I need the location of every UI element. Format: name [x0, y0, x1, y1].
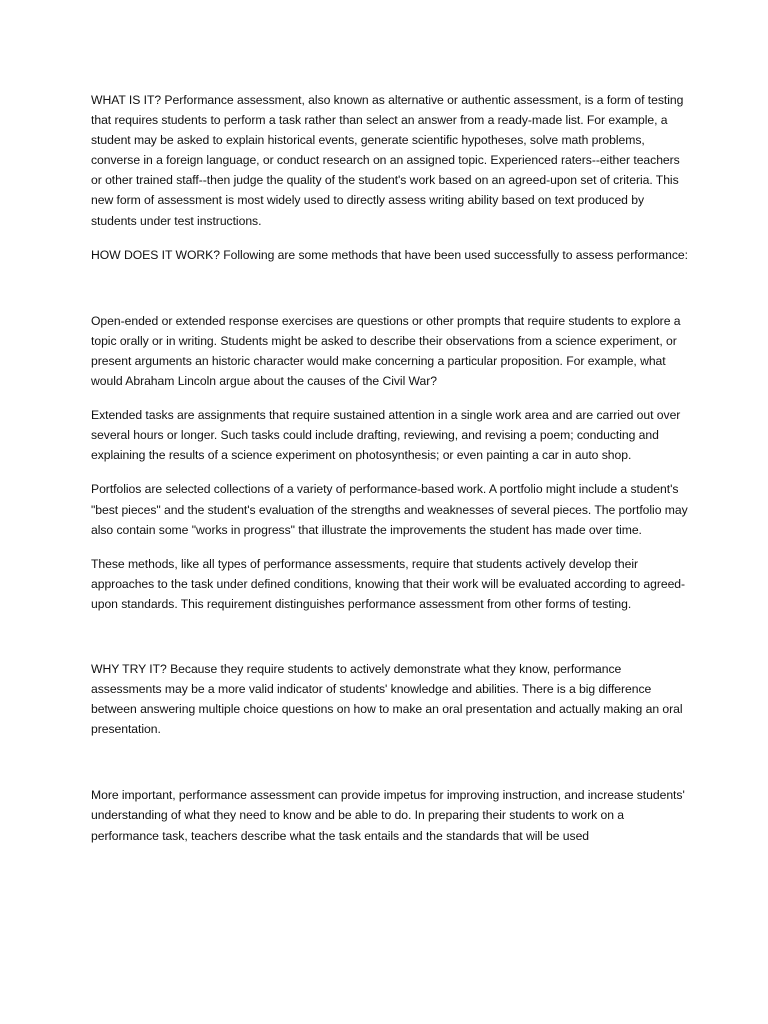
- paragraph-why-try-it: WHY TRY IT? Because they require students to actively demonstrate what they know, performance assessments may be a more valid indicator of students' knowledge and abilities. There is a big difference between answering multiple choice questions on how to make an oral presentation and actually making an oral presentation.: [91, 661, 683, 737]
- paragraph-more-important: More important, performance assessment can provide impetus for improving instruction, and increase students' understanding of what they need to know and be able to do. In preparing their students to work on a performance task, teachers describe what the task entails and the standards that will be used: [91, 788, 685, 843]
- paragraph-open-ended-exercises: Open-ended or extended response exercises are questions or other prompts that require students to explore a topic orally or in writing. Students might be asked to describe their observations from a science experiment, or present arguments an historic character would make concerning a particular proposition. For example, what would Abraham Lincoln argue about the causes of the Civil War?: [91, 313, 681, 389]
- paragraph-how-does-it-work: HOW DOES IT WORK? Following are some methods that have been used successfully to assess performance:: [91, 247, 688, 262]
- paragraph-portfolios: Portfolios are selected collections of a variety of performance-based work. A portfolio might include a student's "best pieces" and the student's evaluation of the strengths and weaknesses of several pieces. The portfolio may also contain some "works in progress" that illustrate the improvements the student has made over time.: [91, 482, 688, 537]
- paragraph-what-is-it: WHAT IS IT? Performance assessment, also known as alternative or authentic assessment, is a form of testing that requires students to perform a task rather than select an answer from a ready-made list. For example, a student may be asked to explain historical events, generate scientific hypotheses, solve math problems, converse in a foreign language, or conduct research on an assigned topic. Experienced raters--either teachers or other trained staff--then judge the quality of the student's work based on an agreed-upon set of criteria. This new form of assessment is most widely used to directly assess writing ability based on text produced by students under test instructions.: [91, 93, 684, 228]
- document-page: [91, 90, 691, 846]
- paragraph-extended-tasks: Extended tasks are assignments that require sustained attention in a single work area and are carried out over several hours or longer. Such tasks could include drafting, reviewing, and revising a poem; conducting and explaining the results of a science experiment on photosynthesis; or even painting a car in auto shop.: [91, 408, 681, 463]
- paragraph-methods-summary: These methods, like all types of performance assessments, require that students actively develop their approaches to the task under defined conditions, knowing that their work will be evaluated according to agreed-upon standards. This requirement distinguishes performance assessment from other forms of testing.: [91, 556, 686, 611]
